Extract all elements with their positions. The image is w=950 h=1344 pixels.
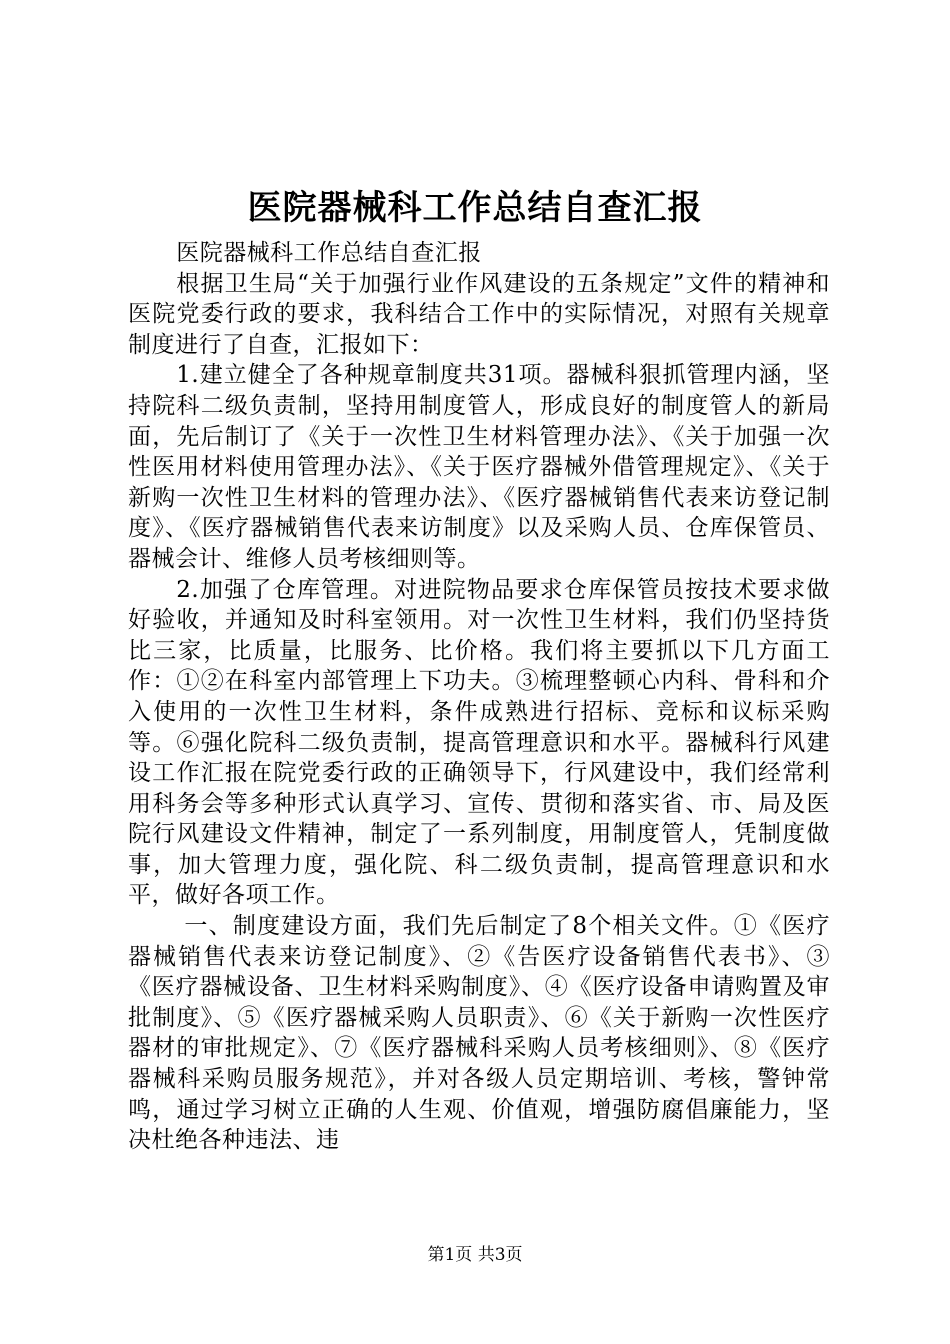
paragraph-section-1: 一、制度建设方面，我们先后制定了8个相关文件。①《医疗器械销售代表来访登记制度》、②《告医疗设备销售代表书》、③《医疗器械设备、卫生材料采购制度》、④《医疗设备申请购置及审批制度》、⑤《医疗器械采购人员职责》、⑥《关于新购一次性医疗器材的审批规定》、⑦《医疗器械科采购人员考核细则》、⑧《医疗器械科采购员服务规范》，并对各级人员定期培训、考核，警钟常鸣，通过学习树立正确的人生观、价值观，增强防腐倡廉能力，坚决杜绝各种违法、违 bbox=[128, 913, 830, 1154]
paragraph-item-2: 2.加强了仓库管理。对进院物品要求仓库保管员按技术要求做好验收，并通知及时科室领用。对一次性卫生材料，我们仍坚持货比三家，比质量，比服务、比价格。我们将主要抓以下几方面工作：①②在科室内部管理上下功夫。③梳理整顿心内科、骨科和介入使用的一次性卫生材料，条件成熟进行招标、竞标和议标采购等。⑥强化院科二级负责制，提高管理意识和水平。器械科行风建设工作汇报在院党委行政的正确领导下，行风建设中，我们经常利用科务会等多种形式认真学习、宣传、贯彻和落实省、市、局及医院行风建设文件精神，制定了一系列制度，用制度管人，凭制度做事，加大管理力度，强化院、科二级负责制，提高管理意识和水平，做好各项工作。 bbox=[128, 576, 830, 909]
paragraph-item-1: 1.建立健全了各种规章制度共31项。器械科狠抓管理内涵，坚持院科二级负责制，坚持用制度管人，形成良好的制度管人的新局面，先后制订了《关于一次性卫生材料管理办法》、《关于加强一次性医用材料使用管理办法》、《关于医疗器械外借管理规定》、《关于新购一次性卫生材料的管理办法》、《医疗器械销售代表来访登记制度》、《医疗器械销售代表来访制度》以及采购人员、仓库保管员、器械会计、维修人员考核细则等。 bbox=[128, 362, 830, 572]
paragraph-intro: 根据卫生局“关于加强行业作风建设的五条规定”文件的精神和医院党委行政的要求，我科结合工作中的实际情况，对照有关规章制度进行了自查，汇报如下： bbox=[128, 270, 830, 358]
page-number: 第1页 共3页 bbox=[427, 1245, 523, 1265]
document-body bbox=[128, 238, 830, 1156]
document-title: 医院器械科工作总结自查汇报 bbox=[247, 188, 703, 228]
paragraph-subtitle: 医院器械科工作总结自查汇报 bbox=[176, 240, 482, 266]
